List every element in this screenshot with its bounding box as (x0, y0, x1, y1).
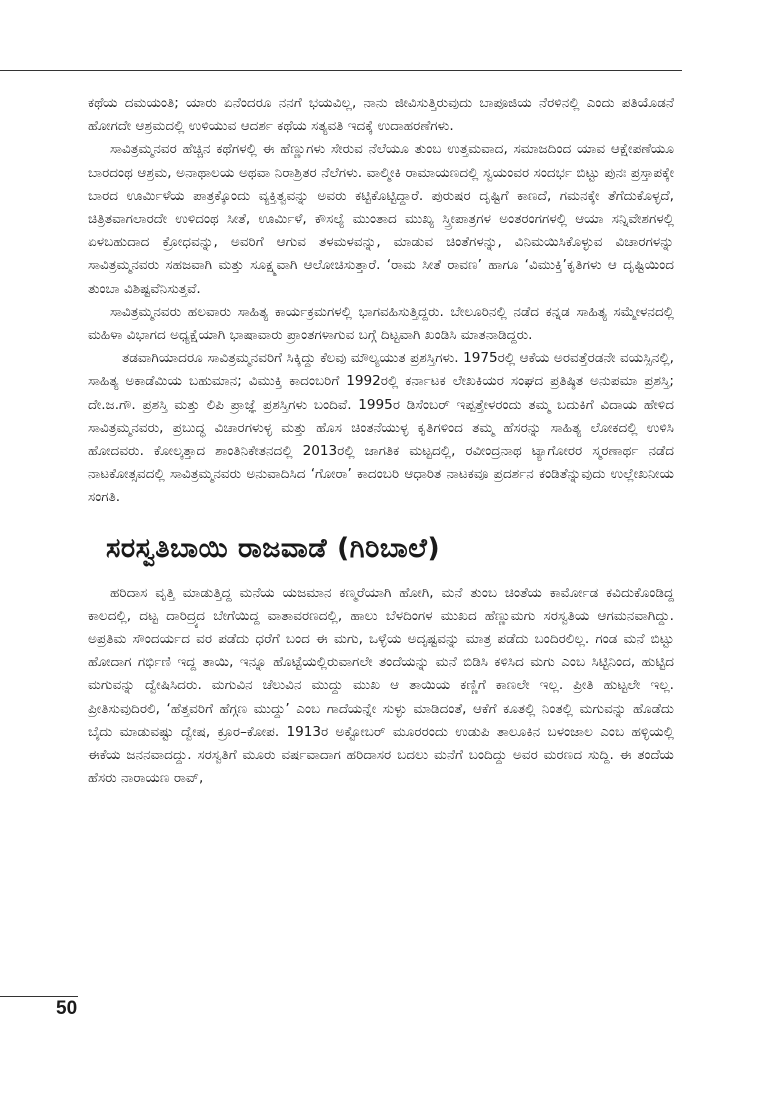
bottom-rule (0, 996, 78, 997)
page-number: 50 (56, 998, 78, 1019)
paragraph-3: ಸಾವಿತ್ರಮ್ಮನವರು ಹಲವಾರು ಸಾಹಿತ್ಯ ಕಾರ್ಯಕ್ರಮಗಳಲ್ಲಿ ಭಾಗವಹಿಸುತ್ತಿದ್ದರು. ಬೇಲೂರಿನಲ್ಲಿ ನಡೆದ ಕನ್ನಡ ಸಾಹಿತ್ಯ ಸಮ್ಮೇಳನದಲ್ಲಿ ಮಹಿಳಾ ವಿಭಾಗದ ಅಧ್ಯಕ್ಷೆಯಾಗಿ ಭಾಷಾವಾರು ಪ್ರಾಂತಗಳಾಗುವ ಬಗ್ಗೆ ದಿಟ್ಟವಾಗಿ ಖಂಡಿಸಿ ಮಾತನಾಡಿದ್ದರು. (88, 303, 674, 344)
paragraph-2: ಸಾವಿತ್ರಮ್ಮನವರ ಹೆಚ್ಚಿನ ಕಥೆಗಳಲ್ಲಿ ಈ ಹೆಣ್ಣುಗಳು ಸೇರುವ ನೆಲೆಯೂ ತುಂಬ ಉತ್ತಮವಾದ, ಸಮಾಜದಿಂದ ಯಾವ ಆಕ್ಷೇಪಣೆಯೂ ಬಾರದಂಥ ಆಶ್ರಮ, ಅನಾಥಾಲಯ ಅಥವಾ ನಿರಾಶ್ರಿತರ ನೆಲೆಗಳು. ವಾಲ್ಮೀಕಿ ರಾಮಾಯಣದಲ್ಲಿ ಸ್ವಯಂವರ ಸಂದರ್ಭ ಬಿಟ್ಟು ಪುನಃ ಪ್ರಸ್ತಾಪಕ್ಕೇ ಬಾರದ ಊರ್ಮಿಳೆಯ ಪಾತ್ರಕ್ಕೊಂದು ವ್ಯಕ್ತಿತ್ವವನ್ನು ಅವರು ಕಟ್ಟಿಕೊಟ್ಟಿದ್ದಾರೆ. ಪುರುಷರ ದೃಷ್ಟಿಗೆ ಕಾಣದೆ, ಗಮನಕ್ಕೇ ತೆಗೆದುಕೊಳ್ಳದೆ, ಚಿತ್ರಿತವಾಗಲಾರದೇ ಉಳಿದಂಥ ಸೀತೆ, ಊರ್ಮಿಳೆ, ಕೌಸಲ್ಯೆ ಮುಂತಾದ ಮುಖ್ಯ ಸ್ತ್ರೀಪಾತ್ರಗಳ ಅಂತರಂಗಗಳಲ್ಲಿ ಆಯಾ ಸನ್ನಿವೇಶಗಳಲ್ಲಿ ಏಳಬಹುದಾದ ಕ್ರೋಧವನ್ನು, ಅವರಿಗೆ ಆಗುವ ತಳಮಳವನ್ನು, ಮಾಡುವ ಚಿಂತೆಗಳನ್ನು, ವಿನಿಮಯಿಸಿಕೊಳ್ಳುವ ವಿಚಾರಗಳನ್ನು ಸಾವಿತ್ರಮ್ಮನವರು ಸಹಜವಾಗಿ ಮತ್ತು ಸೂಕ್ಷ್ಮವಾಗಿ ಆಲೋಚಿಸುತ್ತಾರೆ. ‘ರಾಮ ಸೀತೆ ರಾವಣ’ ಹಾಗೂ ‘ವಿಮುಕ್ತಿ’ಕೃತಿಗಳು ಆ ದೃಷ್ಟಿಯಿಂದ ತುಂಬಾ ವಿಶಿಷ್ಟವೆನಿಸುತ್ತವೆ. (88, 141, 674, 297)
paragraph-1: ಕಥೆಯ ದಮಯಂತಿ; ಯಾರು ಏನೆಂದರೂ ನನಗೆ ಭಯವಿಲ್ಲ, ನಾನು ಜೀವಿಸುತ್ತಿರುವುದು ಬಾಪೂಜಿಯ ನೆರಳಿನಲ್ಲಿ ಎಂದು ಪತಿಯೊಡನೆ ಹೋಗದೇ ಆಶ್ರಮದಲ್ಲಿ ಉಳಿಯುವ ಆದರ್ಶ ಕಥೆಯ ಸತ್ಯವತಿ ಇದಕ್ಕೆ ಉದಾಹರಣೆಗಳು. (88, 95, 674, 135)
paragraph-5: ಹರಿದಾಸ ವೃತ್ತಿ ಮಾಡುತ್ತಿದ್ದ ಮನೆಯ ಯಜಮಾನ ಕಣ್ಮರೆಯಾಗಿ ಹೋಗಿ, ಮನೆ ತುಂಬ ಚಿಂತೆಯ ಕಾರ್ಮೋಡ ಕವಿದುಕೊಂಡಿದ್ದ ಕಾಲದಲ್ಲಿ, ದಟ್ಟ ದಾರಿದ್ರ್ಯದ ಬೇಗೆಯಿದ್ದ ವಾತಾವರಣದಲ್ಲಿ, ಹಾಲು ಬೆಳದಿಂಗಳ ಮುಖದ ಹೆಣ್ಣುಮಗು ಸರಸ್ವತಿಯ ಆಗಮನವಾಗಿದ್ದು. ಅಪ್ರತಿಮ ಸೌಂದರ್ಯದ ವರ ಪಡೆದು ಧರೆಗೆ ಬಂದ ಈ ಮಗು, ಒಳ್ಳೆಯ ಅದೃಷ್ಟವನ್ನು ಮಾತ್ರ ಪಡೆದು ಬಂದಿರಲಿಲ್ಲ. ಗಂಡ ಮನೆ ಬಿಟ್ಟು ಹೋದಾಗ ಗರ್ಭಿಣಿ ಇದ್ದ ತಾಯಿ, ಇನ್ನೂ ಹೊಟ್ಟೆಯಲ್ಲಿರುವಾಗಲೇ ತಂದೆಯನ್ನು ಮನೆ ಬಿಡಿಸಿ ಕಳಿಸಿದ ಮಗು ಎಂಬ ಸಿಟ್ಟಿನಿಂದ, ಹುಟ್ಟಿದ ಮಗುವನ್ನು ದ್ವೇಷಿಸಿದರು. ಮಗುವಿನ ಚೆಲುವಿನ ಮುದ್ದು ಮುಖ ಆ ತಾಯಿಯ ಕಣ್ಣಿಗೆ ಕಾಣಲೇ ಇಲ್ಲ. ಪ್ರೀತಿ ಹುಟ್ಟಲೇ ಇಲ್ಲ. ಪ್ರೀತಿಸುವುದಿರಲಿ, ‘ಹೆತ್ತವರಿಗೆ ಹೆಗ್ಗಣ ಮುದ್ದು’ ಎಂಬ ಗಾದೆಯನ್ನೇ ಸುಳ್ಳು ಮಾಡಿದಂತೆ, ಆಕೆಗೆ ಕೂತಲ್ಲಿ ನಿಂತಲ್ಲಿ ಮಗುವನ್ನು ಹೊಡೆದು ಬೈದು ಮಾಡುವಷ್ಟು ದ್ವೇಷ, ಕ್ರೂರ–ಕೋಪ. 1913ರ ಅಕ್ಟೋಬರ್ ಮೂರರಂದು ಉಡುಪಿ ತಾಲೂಕಿನ ಬಳಂಜಾಲ ಎಂಬ ಹಳ್ಳಿಯಲ್ಲಿ ಈಕೆಯ ಜನನವಾದದ್ದು. ಸರಸ್ವತಿಗೆ ಮೂರು ವರ್ಷವಾದಾಗ ಹರಿದಾಸರ ಬದಲು ಮನೆಗೆ ಬಂದಿದ್ದು ಅವರ ಮರಣದ ಸುದ್ದಿ. ಈ ತಂದೆಯ ಹೆಸರು ನಾರಾಯಣ ರಾವ್, (88, 584, 674, 787)
section-heading: ಸರಸ್ವತಿಬಾಯಿ ರಾಜವಾಡೆ (ಗಿರಿಬಾಲೆ) (106, 532, 441, 564)
page-body (88, 92, 674, 790)
paragraph-4: ತಡವಾಗಿಯಾದರೂ ಸಾವಿತ್ರಮ್ಮನವರಿಗೆ ಸಿಕ್ಕಿದ್ದು ಕೆಲವು ಮೌಲ್ಯಯುತ ಪ್ರಶಸ್ತಿಗಳು. 1975ರಲ್ಲಿ ಆಕೆಯ ಅರವತ್ತೆರಡನೇ ವಯಸ್ಸಿನಲ್ಲಿ, ಸಾಹಿತ್ಯ ಅಕಾಡೆಮಿಯ ಬಹುಮಾನ; ವಿಮುಕ್ತಿ ಕಾದಂಬರಿಗೆ 1992ರಲ್ಲಿ ಕರ್ನಾಟಕ ಲೇಖಕಿಯರ ಸಂಘದ ಪ್ರತಿಷ್ಠಿತ ಅನುಪಮಾ ಪ್ರಶಸ್ತಿ; ದೇ.ಜ.ಗೌ. ಪ್ರಶಸ್ತಿ ಮತ್ತು ಲಿಪಿ ಪ್ರಾಜ್ಞೆ ಪ್ರಶಸ್ತಿಗಳು ಬಂದಿವೆ. 1995ರ ಡಿಸೆಂಬರ್ ಇಪ್ಪತ್ತೇಳರಂದು ತಮ್ಮ ಬದುಕಿಗೆ ವಿದಾಯ ಹೇಳಿದ ಸಾವಿತ್ರಮ್ಮನವರು, ಪ್ರಬುದ್ಧ ವಿಚಾರಗಳುಳ್ಳ ಮತ್ತು ಹೊಸ ಚಿಂತನೆಯುಳ್ಳ ಕೃತಿಗಳಿಂದ ತಮ್ಮ ಹೆಸರನ್ನು ಸಾಹಿತ್ಯ ಲೋಕದಲ್ಲಿ ಉಳಿಸಿ ಹೋದವರು. ಕೋಲ್ಕತ್ತಾದ ಶಾಂತಿನಿಕೇತನದಲ್ಲಿ 2013ರಲ್ಲಿ ಜಾಗತಿಕ ಮಟ್ಟದಲ್ಲಿ, ರವೀಂದ್ರನಾಥ ಟ್ಯಾಗೋರರ ಸ್ಮರಣಾರ್ಥ ನಡೆದ ನಾಟಕೋತ್ಸವದಲ್ಲಿ ಸಾವಿತ್ರಮ್ಮನವರು ಅನುವಾದಿಸಿದ ‘ಗೋರಾ’ ಕಾದಂಬರಿ ಆಧಾರಿತ ನಾಟಕವೂ ಪ್ರದರ್ಶನ ಕಂಡಿತೆನ್ನುವುದು ಉಲ್ಲೇಖನೀಯ ಸಂಗತಿ. (88, 350, 674, 506)
top-rule (0, 70, 682, 71)
